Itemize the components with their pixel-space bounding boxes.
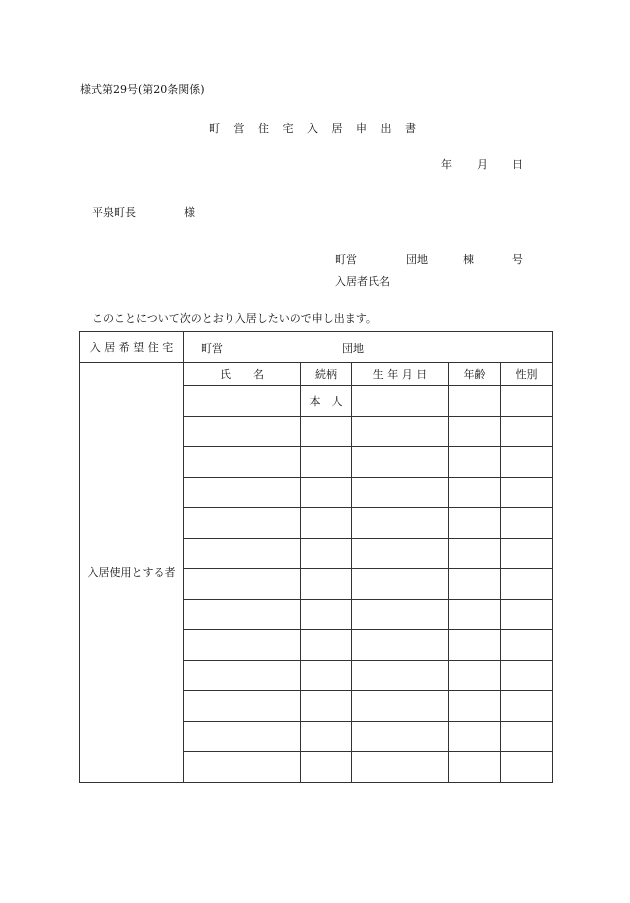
birthdate-cell[interactable] — [352, 569, 449, 600]
header-sex: 性別 — [501, 363, 553, 386]
sex-cell[interactable] — [501, 508, 553, 539]
sex-cell[interactable] — [501, 691, 553, 722]
birthdate-cell[interactable] — [352, 660, 449, 691]
applicant-danchi-label: 団地 — [406, 253, 428, 266]
sex-cell[interactable] — [501, 752, 553, 783]
applicant-number-label: 号 — [512, 253, 523, 266]
occupancy-table — [79, 331, 553, 783]
birthdate-cell[interactable] — [352, 752, 449, 783]
sex-cell[interactable] — [501, 538, 553, 569]
table-header-row — [80, 363, 553, 386]
name-cell[interactable] — [184, 691, 301, 722]
age-cell[interactable] — [449, 630, 501, 661]
relation-cell[interactable]: 本 人 — [301, 386, 352, 417]
desired-municipal-label: 町営 — [201, 342, 223, 355]
name-cell[interactable] — [184, 508, 301, 539]
sex-cell[interactable] — [501, 447, 553, 478]
desired-danchi-label: 団地 — [342, 342, 364, 355]
sex-cell[interactable] — [501, 660, 553, 691]
desired-housing-row — [80, 332, 553, 363]
birthdate-cell[interactable] — [352, 721, 449, 752]
age-cell[interactable] — [449, 386, 501, 417]
name-cell[interactable] — [184, 599, 301, 630]
header-birthdate: 生 年 月 日 — [352, 363, 449, 386]
name-cell[interactable] — [184, 630, 301, 661]
name-cell[interactable] — [184, 569, 301, 600]
birthdate-cell[interactable] — [352, 599, 449, 630]
age-cell[interactable] — [449, 416, 501, 447]
sex-cell[interactable] — [501, 721, 553, 752]
birthdate-cell[interactable] — [352, 386, 449, 417]
addressee-name: 平泉町長 — [92, 206, 136, 219]
relation-cell[interactable] — [301, 569, 352, 600]
relation-cell[interactable] — [301, 508, 352, 539]
relation-cell[interactable] — [301, 538, 352, 569]
name-cell[interactable] — [184, 386, 301, 417]
birthdate-cell[interactable] — [352, 447, 449, 478]
age-cell[interactable] — [449, 447, 501, 478]
date-year-label: 年 — [441, 158, 452, 171]
birthdate-cell[interactable] — [352, 630, 449, 661]
date-day-label: 日 — [512, 158, 523, 171]
document-title: 町 営 住 宅 入 居 申 出 書 — [209, 122, 421, 135]
occupants-label: 入居使用とする者 — [80, 363, 184, 783]
name-cell[interactable] — [184, 721, 301, 752]
relation-cell[interactable] — [301, 721, 352, 752]
name-cell[interactable] — [184, 447, 301, 478]
relation-cell[interactable] — [301, 691, 352, 722]
relation-cell[interactable] — [301, 660, 352, 691]
sex-cell[interactable] — [501, 386, 553, 417]
age-cell[interactable] — [449, 508, 501, 539]
intro-text: このことについて次のとおり入居したいので申し出ます。 — [92, 312, 377, 325]
form-number: 様式第29号(第20条関係) — [80, 83, 205, 96]
age-cell[interactable] — [449, 721, 501, 752]
sex-cell[interactable] — [501, 477, 553, 508]
relation-cell[interactable] — [301, 599, 352, 630]
age-cell[interactable] — [449, 538, 501, 569]
age-cell[interactable] — [449, 569, 501, 600]
name-cell[interactable] — [184, 660, 301, 691]
name-cell[interactable] — [184, 538, 301, 569]
age-cell[interactable] — [449, 477, 501, 508]
age-cell[interactable] — [449, 660, 501, 691]
sex-cell[interactable] — [501, 630, 553, 661]
birthdate-cell[interactable] — [352, 508, 449, 539]
sex-cell[interactable] — [501, 569, 553, 600]
desired-housing-label: 入 居 希 望 住 宅 — [80, 332, 184, 363]
relation-cell[interactable] — [301, 752, 352, 783]
applicant-building-label: 棟 — [463, 253, 474, 266]
applicant-municipal-label: 町営 — [335, 253, 357, 266]
name-cell[interactable] — [184, 752, 301, 783]
addressee-honorific: 様 — [184, 206, 195, 219]
age-cell[interactable] — [449, 691, 501, 722]
sex-cell[interactable] — [501, 416, 553, 447]
header-relation: 続柄 — [301, 363, 352, 386]
birthdate-cell[interactable] — [352, 538, 449, 569]
relation-cell[interactable] — [301, 447, 352, 478]
header-name: 氏 名 — [184, 363, 301, 386]
sex-cell[interactable] — [501, 599, 553, 630]
birthdate-cell[interactable] — [352, 477, 449, 508]
date-month-label: 月 — [477, 158, 488, 171]
desired-housing-field[interactable] — [184, 332, 553, 363]
header-age: 年齢 — [449, 363, 501, 386]
name-cell[interactable] — [184, 477, 301, 508]
name-cell[interactable] — [184, 416, 301, 447]
relation-cell[interactable] — [301, 477, 352, 508]
relation-cell[interactable] — [301, 416, 352, 447]
birthdate-cell[interactable] — [352, 691, 449, 722]
relation-cell[interactable] — [301, 630, 352, 661]
birthdate-cell[interactable] — [352, 416, 449, 447]
age-cell[interactable] — [449, 599, 501, 630]
resident-name-label: 入居者氏名 — [335, 275, 390, 288]
age-cell[interactable] — [449, 752, 501, 783]
